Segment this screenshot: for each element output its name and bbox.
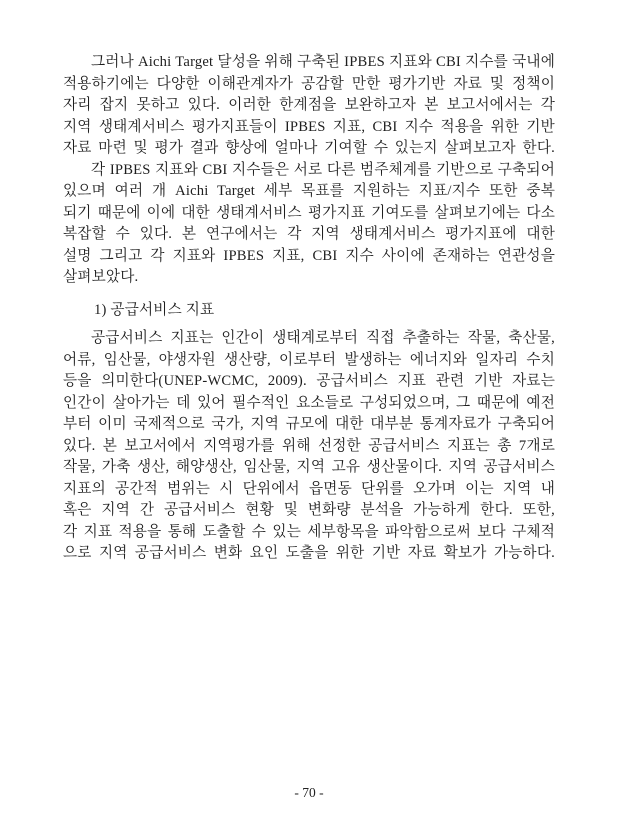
text-line: 살펴보았다.	[63, 269, 139, 285]
text-line: 부터 이미 국제적으로 국가, 지역 규모에 대한 대부분 통계자료가 구축되어	[63, 416, 555, 432]
text-line: 되기 때문에 이에 대한 생태계서비스 평가지표 기여도를 살펴보기에는 다소	[63, 204, 555, 221]
text-line: 등을 의미한다(UNEP-WCMC, 2009). 공급서비스 지표 관련 기반 자료는	[63, 373, 555, 389]
text-line: 설명 그리고 각 지표와 IPBES 지표, CBI 지수 사이에 존재하는 연관성을	[63, 247, 555, 264]
text-line: 각 IPBES 지표와 CBI 지수들은 서로 다른 범주체계를 기반으로 구축되어	[91, 161, 555, 178]
text-line: 으로 지역 공급서비스 변화 요인 도출을 위한 기반 자료 확보가 가능하다.	[63, 545, 555, 561]
text-line: 각 지표 적용을 통해 도출할 수 있는 세부항목을 파악함으로써 보다 구체적	[63, 523, 555, 540]
text-line: 지역 생태계서비스 평가지표들이 IPBES 지표, CBI 지수 적용을 위한 기반	[63, 118, 555, 135]
text-line: 자료 마련 및 평가 결과 향상에 얼마나 기여할 수 있는지 살펴보고자 한다.	[63, 140, 555, 156]
text-line: 어류, 임산물, 야생자원 생산량, 이로부터 발생하는 에너지와 일자리 수치	[63, 351, 555, 368]
paragraph-supply-services	[63, 328, 555, 565]
text-line: 인간이 살아가는 데 있어 필수적인 요소들로 구성되었으며, 그 때문에 예전	[63, 394, 555, 411]
text-block	[63, 52, 555, 565]
paragraph-intro	[63, 52, 555, 160]
text-line: 그러나 Aichi Target 달성을 위해 구축된 IPBES 지표와 CBI 지수를 국내에	[91, 54, 555, 70]
page-number: - 70 -	[294, 785, 324, 800]
text-line: 지표의 공간적 범위는 시 단위에서 읍면동 단위를 오가며 이는 지역 내	[63, 480, 555, 497]
text-line: 자리 잡지 못하고 있다. 이러한 한계점을 보완하고자 본 보고서에서는 각	[63, 97, 555, 113]
section-heading-supply-services: 1) 공급서비스 지표	[94, 301, 215, 318]
text-line: 공급서비스 지표는 인간이 생태계로부터 직접 추출하는 작물, 축산물,	[91, 330, 555, 346]
text-line: 있다. 본 보고서에서 지역평가를 위해 선정한 공급서비스 지표는 총 7개로	[63, 437, 555, 454]
paragraph-ipbes-cbi	[63, 160, 555, 289]
text-line: 있으며 여러 개 Aichi Target 세부 목표를 지원하는 지표/지수 또한 중복	[63, 183, 555, 199]
text-line: 작물, 가축 생산, 해양생산, 임산물, 지역 고유 생산물이다. 지역 공급서비스	[63, 459, 555, 475]
text-line: 적용하기에는 다양한 이해관계자가 공감할 만한 평가기반 자료 및 정책이	[63, 75, 555, 92]
text-line: 혹은 지역 간 공급서비스 현황 및 변화량 분석을 가능하게 한다. 또한,	[63, 502, 555, 518]
text-line: 복잡할 수 있다. 본 연구에서는 각 지역 생태계서비스 평가지표에 대한	[63, 226, 555, 242]
